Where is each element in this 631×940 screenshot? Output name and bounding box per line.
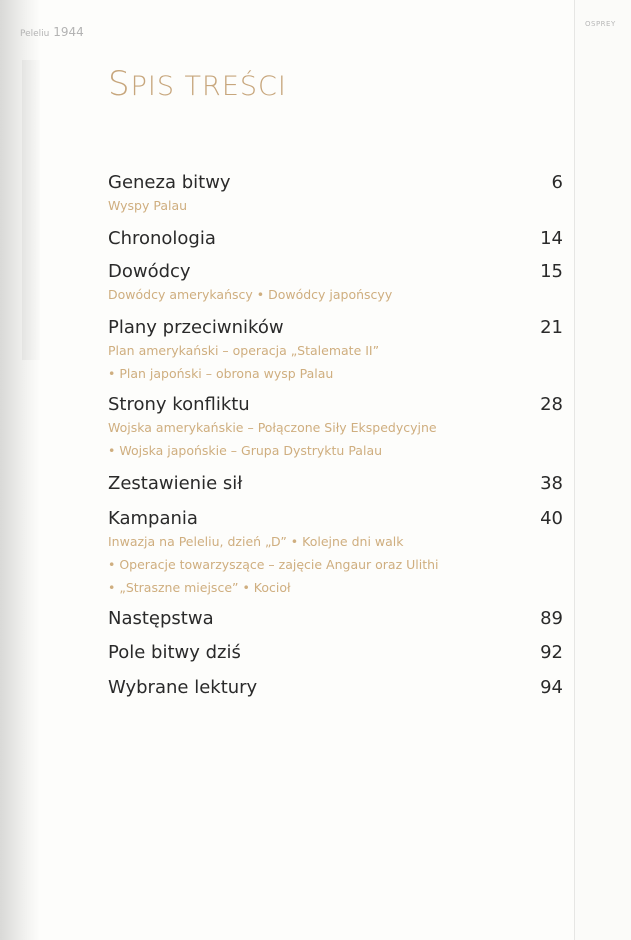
entry-subtitle: Inwazja na Peleliu, dzień „D” • Kolejne dni walk xyxy=(108,534,404,549)
publisher-mark: OSPREY xyxy=(585,20,616,28)
entry-title: Plany przeciwników xyxy=(108,317,284,338)
page-title xyxy=(108,64,287,104)
entry-title: Następstwa xyxy=(108,608,214,629)
entry-page-number: 14 xyxy=(540,228,563,249)
entry-page-number: 40 xyxy=(540,508,563,529)
title-rest: PIS TREŚCI xyxy=(130,71,287,102)
toc-entry[interactable] xyxy=(108,473,563,495)
entry-subtitle: Plan amerykański – operacja „Stalemate II” xyxy=(108,343,380,358)
entry-title: Zestawienie sił xyxy=(108,473,243,494)
entry-subtitle: • „Straszne miejsce” • Kocioł xyxy=(108,580,291,595)
entry-page-number: 92 xyxy=(540,642,563,663)
entry-subtitle: Wyspy Palau xyxy=(108,198,188,213)
toc-entry[interactable] xyxy=(108,394,563,462)
toc-entry[interactable] xyxy=(108,172,563,217)
title-initial: S xyxy=(108,64,131,104)
entry-page-number: 6 xyxy=(551,172,563,193)
entry-subtitle: • Plan japoński – obrona wysp Palau xyxy=(108,366,334,381)
toc-entry[interactable] xyxy=(108,642,563,664)
entry-title: Kampania xyxy=(108,508,198,529)
toc-entry[interactable] xyxy=(108,261,563,306)
page-gutter-shadow xyxy=(22,60,40,360)
entry-page-number: 15 xyxy=(540,261,563,282)
running-title: Peleliu xyxy=(20,29,50,39)
entry-title: Geneza bitwy xyxy=(108,172,231,193)
entry-title: Chronologia xyxy=(108,228,216,249)
running-header xyxy=(20,25,84,39)
entry-page-number: 21 xyxy=(540,317,563,338)
entry-subtitle: • Wojska japońskie – Grupa Dystryktu Palau xyxy=(108,443,383,458)
entry-page-number: 89 xyxy=(540,608,563,629)
running-year: 1944 xyxy=(53,25,84,39)
entry-title: Strony konfliktu xyxy=(108,394,250,415)
entry-title: Dowódcy xyxy=(108,261,191,282)
toc-entry[interactable] xyxy=(108,677,563,699)
page-edge xyxy=(574,0,631,940)
toc-entry[interactable] xyxy=(108,608,563,630)
entry-subtitle: Dowódcy amerykańscy • Dowódcy japońscyy xyxy=(108,287,393,302)
entry-subtitle: • Operacje towarzyszące – zajęcie Angaur oraz Ulithi xyxy=(108,557,439,572)
entry-subtitle: Wojska amerykańskie – Połączone Siły Ekspedycyjne xyxy=(108,420,437,435)
toc-entry[interactable] xyxy=(108,317,563,385)
toc-entry[interactable] xyxy=(108,508,563,599)
entry-page-number: 28 xyxy=(540,394,563,415)
entry-title: Pole bitwy dziś xyxy=(108,642,241,663)
entry-page-number: 94 xyxy=(540,677,563,698)
toc-entry[interactable] xyxy=(108,228,563,250)
entry-page-number: 38 xyxy=(540,473,563,494)
entry-title: Wybrane lektury xyxy=(108,677,258,698)
